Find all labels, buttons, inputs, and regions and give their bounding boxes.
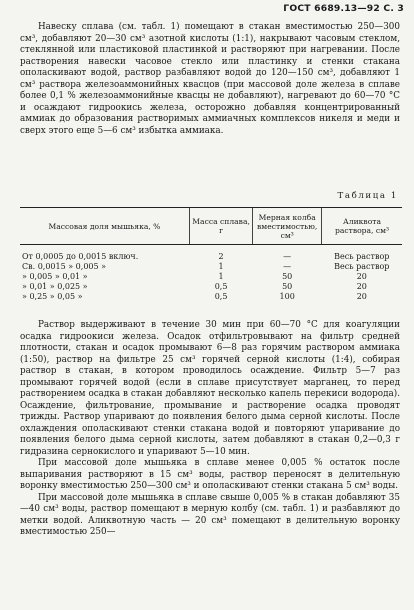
- table-cell: 20: [356, 281, 367, 291]
- table-cell: —: [283, 251, 292, 261]
- page-header: ГОСТ 6689.13—92 С. 3: [283, 3, 404, 14]
- table-cell: 1: [218, 261, 224, 271]
- table-cell: 20: [356, 291, 367, 301]
- paragraph-1: [20, 22, 400, 137]
- table-cell: » 0,005 » 0,01 »: [22, 271, 88, 281]
- table-cell: Весь раствор: [334, 261, 390, 271]
- table-cell: 0,5: [214, 291, 228, 301]
- table-1: [20, 207, 402, 301]
- paragraph-1-text: Навеску сплава (см. табл. 1) помещают в стакан вместимостью 250—300 см³, добавляют 20—30 см³ азотной кислоты (1:1), накрывают часовым стеклом, стеклянной или пластиковой пластинкой и растворяют при нагревании. После растворения навески часовое стекло или пластинку и стенки стакана ополаскивают водой, раствор разбавляют водой до 120—150 см³, добавляют 1 см³ раствора железоаммонийных квасцов (при массовой доле железа в сплаве более 0,1 % железоаммонийные квасцы не добавляют), нагревают до 60—70 °С и осаждают гидроокись железа, осторожно добавляя концентрированный аммиак до образования растворимых аммиачных комплексов никеля и меди и сверх этого еще 5—6 см³ избытка аммиака.: [20, 22, 400, 136]
- table-header-cell: Масса сплава, г: [189, 208, 252, 245]
- table-row: [20, 251, 402, 261]
- table-caption: Таблица 1: [337, 191, 398, 201]
- table-header-row: [20, 208, 402, 245]
- table-cell: 1: [218, 271, 224, 281]
- table-header-cell: Массовая доля мышьяка, %: [20, 208, 189, 245]
- paragraph-3-text: При массовой доле мышьяка в сплаве менее 0,005 % остаток после выпаривания растворяют в 15 см³ воды, раствор переносят в делительную воронку вместимостью 250—300 см³ и ополаскивают стенки стакана 5 см³ воды.: [20, 458, 400, 491]
- table-row: [20, 261, 402, 271]
- table-cell: Весь раствор: [334, 251, 390, 261]
- paragraph-4-text: При массовой доле мышьяка в сплаве свыше 0,005 % в стакан добавляют 35—40 см³ воды, раствор помещают в мерную колбу (см. табл. 1) и разбавляют до метки водой. Аликвотную часть — 20 см³ помещают в делительную воронку вместимостью 250—: [20, 492, 400, 537]
- table-header-cell: Аликвота раствора, см³: [322, 208, 402, 245]
- table-header-cell: Мерная колба вместимостью, см³: [253, 208, 322, 245]
- table-cell: —: [283, 261, 292, 271]
- table-cell: 2: [218, 251, 224, 261]
- table-cell: 0,5: [214, 281, 228, 291]
- table-cell: » 0,25 » 0,05 »: [22, 291, 83, 301]
- paragraph-2: [20, 320, 400, 539]
- table-cell: От 0,0005 до 0,0015 включ.: [22, 251, 139, 261]
- table-cell: 20: [356, 271, 367, 281]
- table-cell: Св. 0,0015 » 0,005 »: [22, 261, 107, 271]
- table-cell: » 0,01 » 0,025 »: [22, 281, 88, 291]
- table-row: [20, 291, 402, 301]
- table-row: [20, 281, 402, 291]
- table-row: [20, 271, 402, 281]
- table-cell: 100: [279, 291, 295, 301]
- paragraph-2-text: Раствор выдерживают в течение 30 мин при 60—70 °С для коагуляции осадка гидроокиси железа. Осадок отфильтровывают на фильтр средней плотности, стакан и осадок промывают 6—8 раз горячим раствором аммиака (1:50), раствор на фильтре 25 см³ горячей серной кислоты (1:4), собирая раствор в стакан, в котором проводилось осаждение. Фильтр 5—7 раз промывают горячей водой (если в сплаве присутствует марганец, то перед растворением осадка в стакан добавляют несколько капель перекиси водорода). Осаждение, фильтрование, промывание и растворение осадка проводят трижды. Раствор упаривают до появления белого дыма серной кислоты. После охлаждения ополаскивают стенки стакана водой и повторяют упаривание до появления белого дыма серной кислоты, затем добавляют в стакан 0,2—0,3 г гидразина сернокислого и упаривают 5—10 мин.: [20, 320, 400, 457]
- table-cell: 50: [282, 281, 293, 291]
- table-cell: 50: [282, 271, 293, 281]
